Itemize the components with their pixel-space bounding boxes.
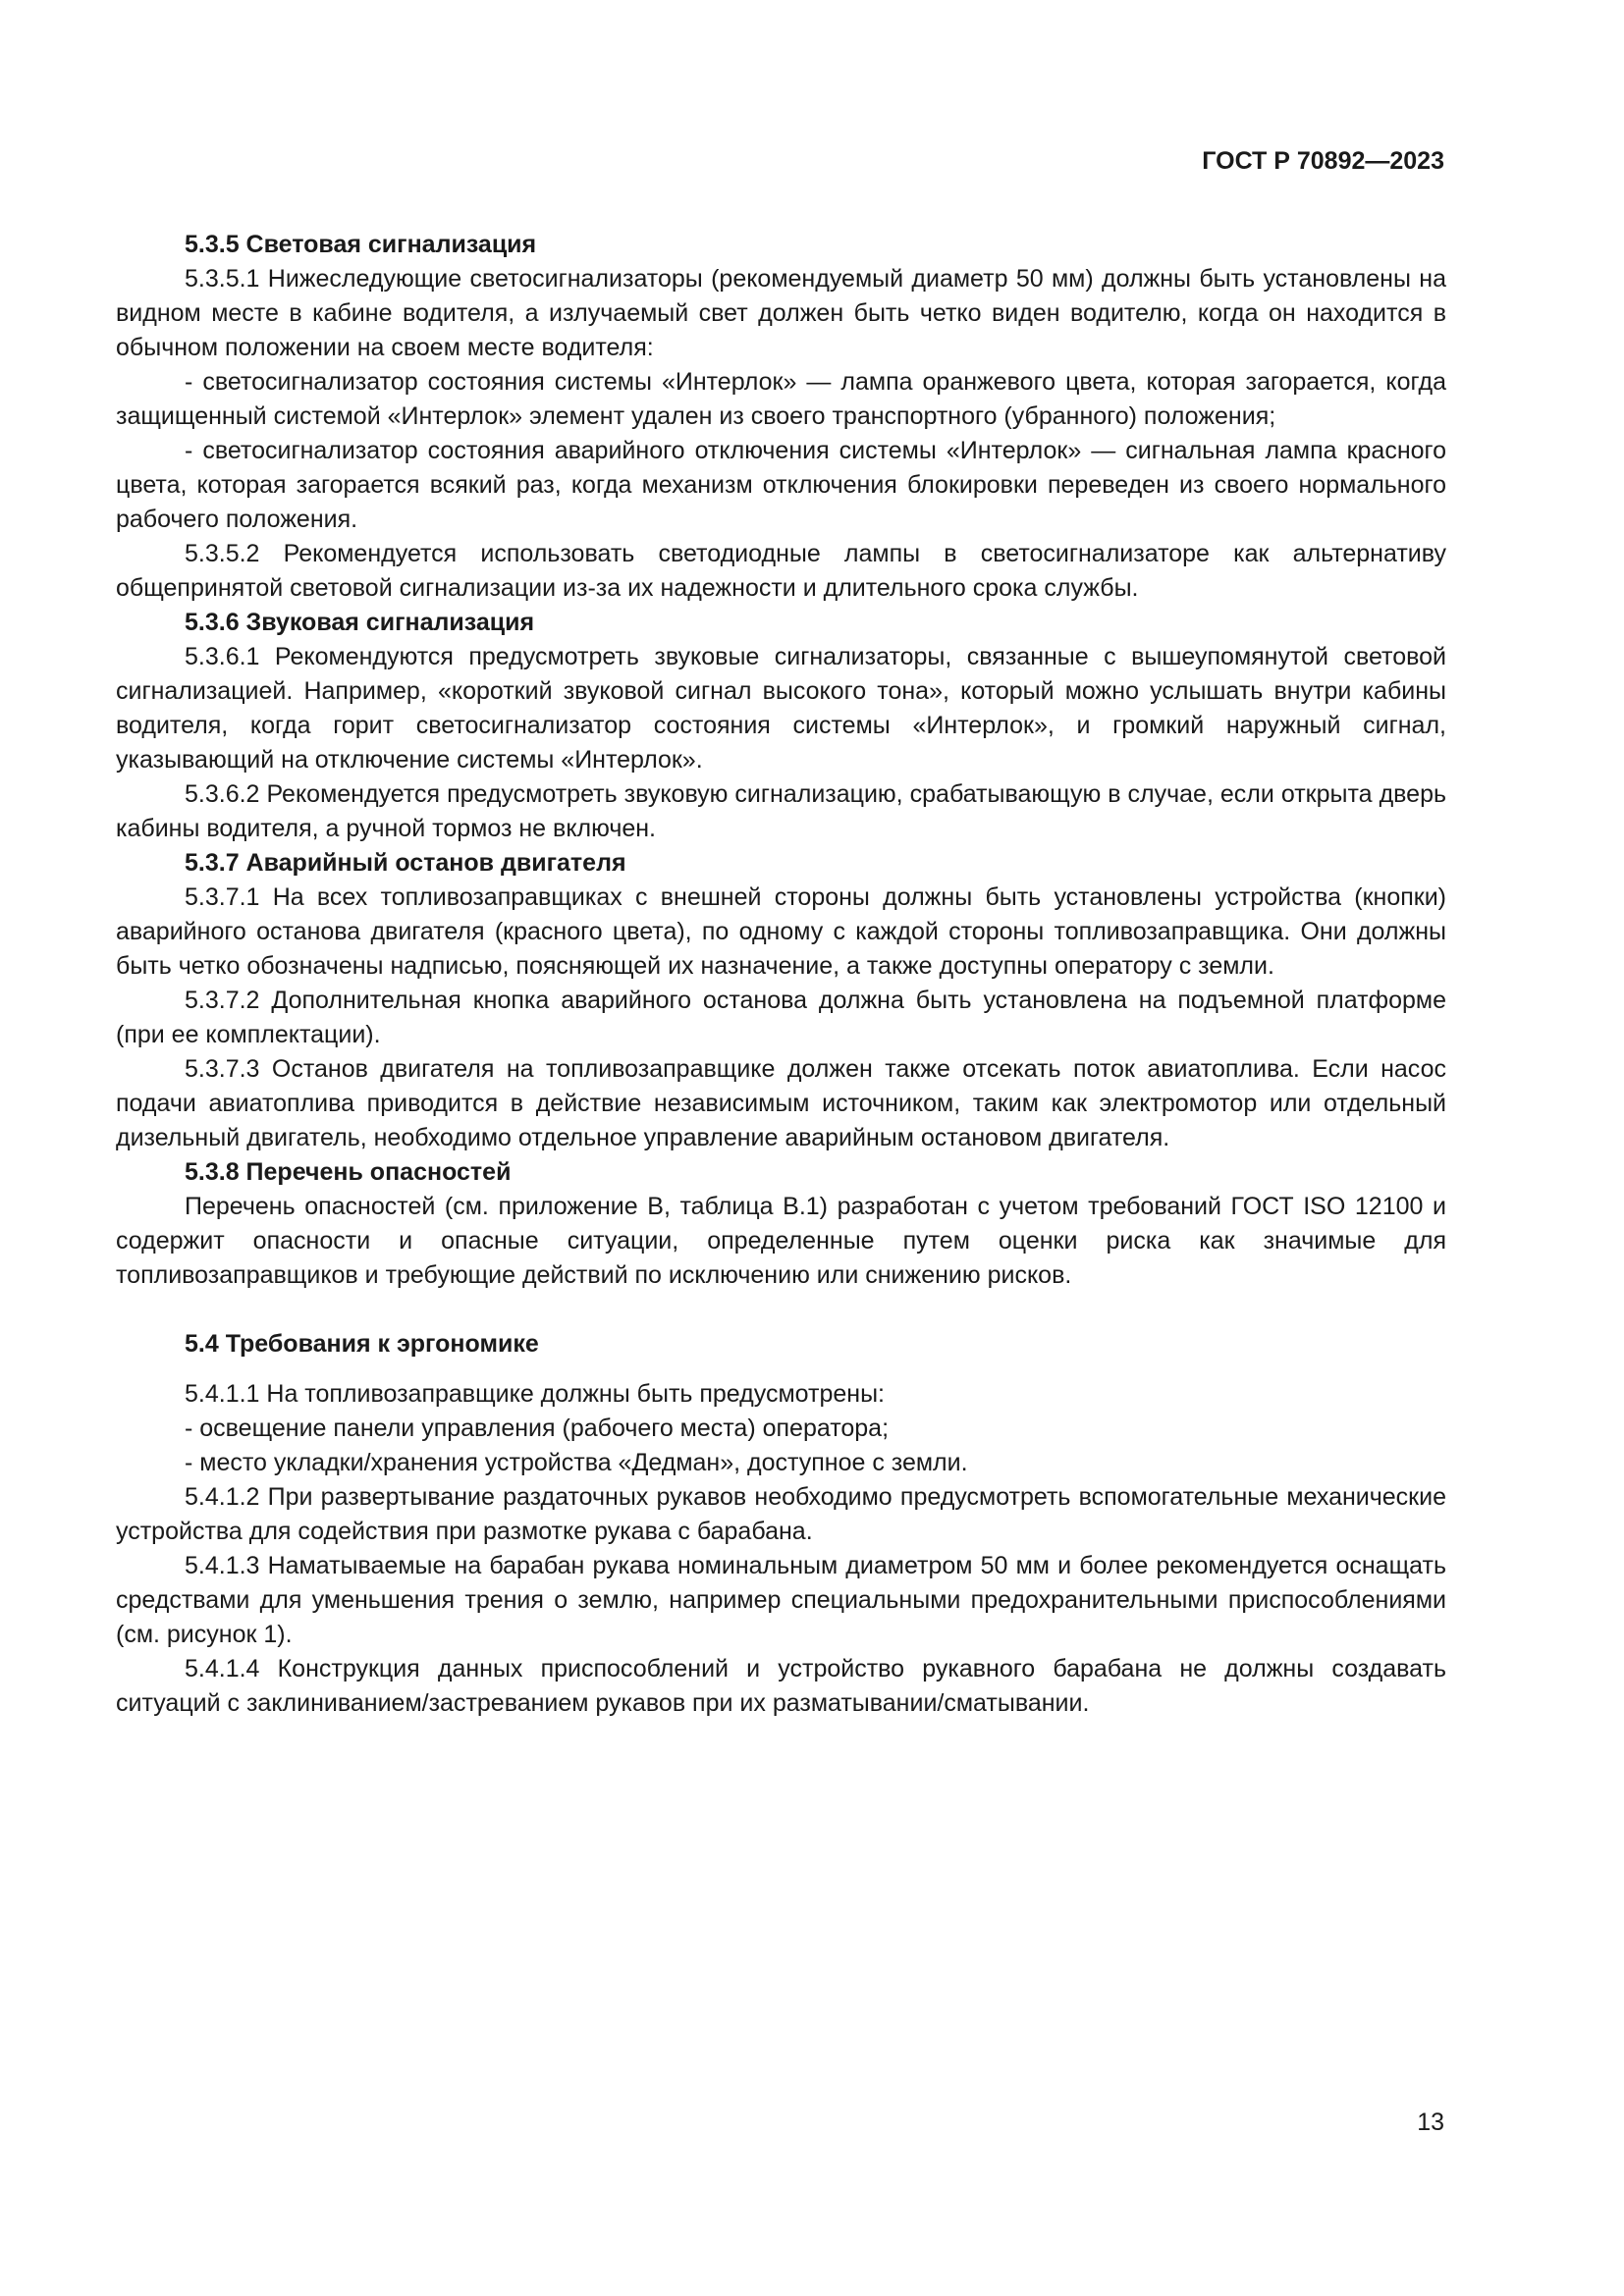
- list-item: - освещение панели управления (рабочего места) оператора;: [185, 1415, 890, 1442]
- paragraph-5-3-7-3: 5.3.7.3 Останов двигателя на топливозаправщике должен также отсекать поток авиатоплива. Если насос подачи авиатоплива приводится в действие независимым источником, таким как электромотор или отдельный дизельный двигатель, необходимо отдельное управление аварийным остановом двигателя.: [116, 1055, 1446, 1151]
- page-number: 13: [1417, 2109, 1444, 2136]
- list-item: - место укладки/хранения устройства «Дедман», доступное с земли.: [185, 1449, 968, 1476]
- paragraph-5-3-7-2: 5.3.7.2 Дополнительная кнопка аварийного останова должна быть установлена на подъемной платформе (при ее комплектации).: [116, 987, 1446, 1048]
- paragraph-5-4-1-3: 5.4.1.3 Наматываемые на барабан рукава номинальным диаметром 50 мм и более рекомендуется оснащать средствами для уменьшения трения о землю, например специальными предохранительными приспособлениями (см. рисунок 1).: [116, 1552, 1446, 1648]
- paragraph-5-3-6-2: 5.3.6.2 Рекомендуется предусмотреть звуковую сигнализацию, срабатывающую в случае, если открыта дверь кабины водителя, а ручной тормоз не включен.: [116, 780, 1446, 842]
- document-standard-id: ГОСТ Р 70892—2023: [1202, 147, 1444, 175]
- section-heading-5-4: 5.4 Требования к эргономике: [185, 1330, 539, 1358]
- list-item: - светосигнализатор состояния системы «Интерлок» — лампа оранжевого цвета, которая загорается, когда защищенный системой «Интерлок» элемент удален из своего транспортного (убранного) положения;: [116, 368, 1446, 430]
- section-heading-5-3-7: 5.3.7 Аварийный останов двигателя: [185, 849, 626, 877]
- section-heading-5-3-5: 5.3.5 Световая сигнализация: [185, 231, 537, 258]
- paragraph-5-4-1-1: 5.4.1.1 На топливозаправщике должны быть предусмотрены:: [185, 1380, 885, 1408]
- document-body: [116, 228, 1446, 1721]
- list-item: - светосигнализатор состояния аварийного отключения системы «Интерлок» — сигнальная лампа красного цвета, которая загорается всякий раз, когда механизм отключения блокировки переведен из своего нормального рабочего положения.: [116, 437, 1446, 533]
- section-heading-5-3-6: 5.3.6 Звуковая сигнализация: [185, 609, 535, 636]
- paragraph-5-4-1-4: 5.4.1.4 Конструкция данных приспособлений и устройство рукавного барабана не должны создавать ситуаций с заклиниванием/застреванием рукавов при их разматывании/сматывании.: [116, 1655, 1446, 1717]
- paragraph-5-3-8: Перечень опасностей (см. приложение В, таблица В.1) разработан с учетом требований ГОСТ ISO 12100 и содержит опасности и опасные ситуации, определенные путем оценки риска как значимые для топливозаправщиков и требующие действий по исключению или снижению рисков.: [116, 1193, 1446, 1289]
- paragraph-5-3-6-1: 5.3.6.1 Рекомендуются предусмотреть звуковые сигнализаторы, связанные с вышеупомянутой световой сигнализацией. Например, «короткий звуковой сигнал высокого тона», который можно услышать внутри кабины водителя, когда горит светосигнализатор состояния системы «Интерлок», и громкий наружный сигнал, указывающий на отключение системы «Интерлок».: [116, 643, 1446, 774]
- paragraph-5-3-7-1: 5.3.7.1 На всех топливозаправщиках с внешней стороны должны быть установлены устройства (кнопки) аварийного останова двигателя (красного цвета), по одному с каждой стороны топливозаправщика. Они должны быть четко обозначены надписью, поясняющей их назначение, а также доступны оператору с земли.: [116, 883, 1446, 980]
- section-heading-5-3-8: 5.3.8 Перечень опасностей: [185, 1158, 512, 1186]
- paragraph-5-4-1-2: 5.4.1.2 При развертывание раздаточных рукавов необходимо предусмотреть вспомогательные механические устройства для содействия при размотке рукава с барабана.: [116, 1483, 1446, 1545]
- paragraph-5-3-5-2: 5.3.5.2 Рекомендуется использовать светодиодные лампы в светосигнализаторе как альтернативу общепринятой световой сигнализации из-за их надежности и длительного срока службы.: [116, 540, 1446, 602]
- paragraph-5-3-5-1: 5.3.5.1 Нижеследующие светосигнализаторы (рекомендуемый диаметр 50 мм) должны быть установлены на видном месте в кабине водителя, а излучаемый свет должен быть четко виден водителю, когда он находится в обычном положении на своем месте водителя:: [116, 265, 1446, 361]
